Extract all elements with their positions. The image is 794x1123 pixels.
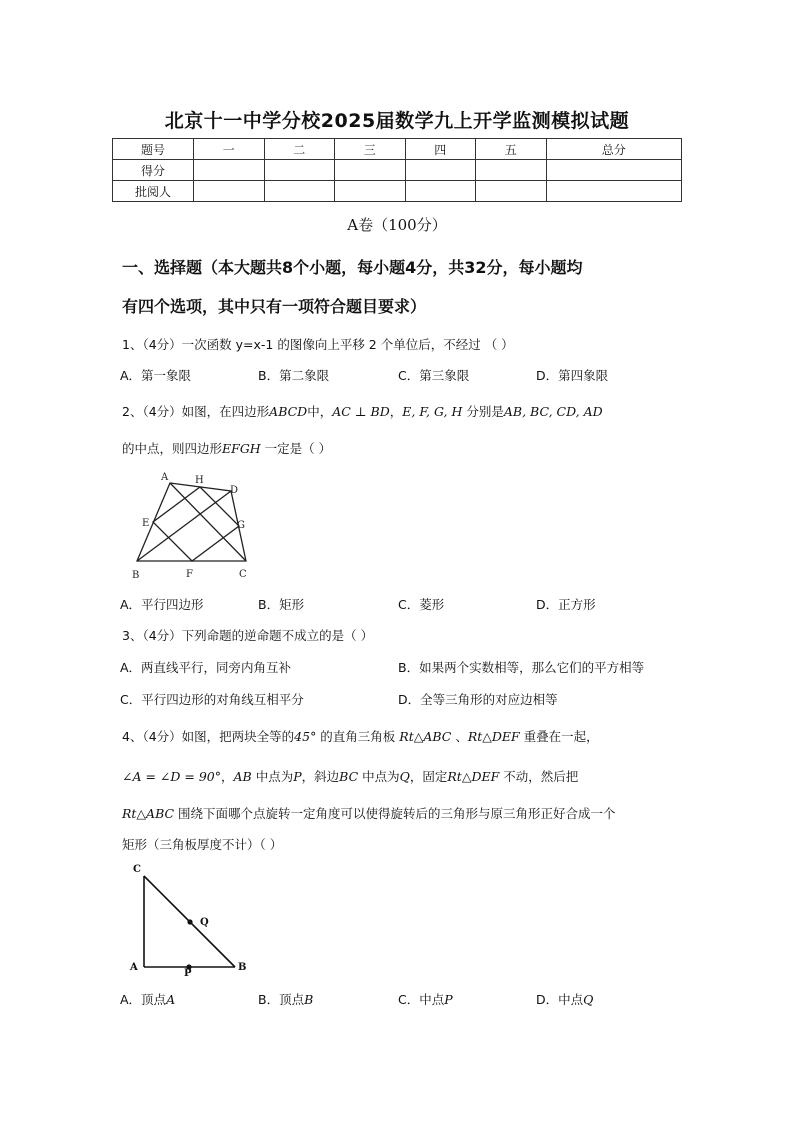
q4-option-label: B．顶点: [258, 992, 305, 1007]
q4-text: 、: [451, 729, 468, 744]
q4-text: 4、（4分）如图，把两块全等的: [122, 729, 295, 744]
q2-option-a: A．平行四边形: [120, 597, 204, 612]
q2-quadrilateral-figure: [128, 470, 258, 584]
table-cell: [405, 181, 476, 202]
table-cell: [476, 160, 547, 181]
q2-option-c: C．菱形: [398, 597, 445, 612]
q4-option-var: Q: [583, 992, 594, 1007]
question-4-stem-line1: [122, 727, 599, 745]
question-4-stem-line3: [122, 804, 616, 822]
question-4-stem-line2: [122, 767, 578, 785]
q4-option-label: A．顶点: [120, 992, 167, 1007]
q4-text: 中点为: [251, 769, 294, 784]
question-1-stem: 1、（4分）一次函数 y=x-1 的图像向上平移 2 个单位后，不经过 （ ）: [122, 337, 514, 352]
table-row-label: 得分: [113, 160, 194, 181]
q1-option-a: A．第一象限: [120, 368, 192, 383]
section-title: A卷（100分）: [347, 216, 447, 234]
q2-text: 一定是（ ）: [260, 441, 332, 456]
table-header-cell: 二: [264, 139, 335, 160]
q3-option-c: C．平行四边形的对角线互相平分: [120, 692, 304, 707]
table-cell: [546, 160, 682, 181]
q4-rt-abc: Rt△ABC: [399, 729, 452, 744]
q4-option-var: B: [304, 992, 314, 1007]
table-cell: [264, 160, 335, 181]
q4-option-label: D．中点: [536, 992, 584, 1007]
q2-text: ，: [389, 404, 403, 419]
q4-option-label: C．中点: [398, 992, 445, 1007]
q4-text: ，: [221, 769, 234, 784]
q4-option-c: [398, 990, 453, 1008]
label-d: D: [230, 485, 239, 496]
table-header-cell: 总分: [546, 139, 682, 160]
q2-text: 2、（4分）如图，在四边形: [122, 404, 270, 419]
table-cell: [405, 160, 476, 181]
q2-text: 分别是: [462, 404, 504, 419]
question-2-stem-line2: [122, 439, 331, 457]
question-3-stem: 3、（4分）下列命题的逆命题不成立的是（ ）: [122, 628, 374, 643]
question-4-stem-line4: 矩形（三角板厚度不计）（ ）: [122, 837, 283, 852]
part-heading-line2: 有四个选项，其中只有一项符合题目要求）: [122, 297, 427, 316]
diagonal-bd: [137, 491, 231, 561]
q2-perp: AC ⊥ BD: [332, 404, 390, 419]
q1-option-c: C．第三象限: [398, 368, 470, 383]
q4-angle45: 45°: [294, 729, 317, 744]
table-cell: [476, 181, 547, 202]
label-g: G: [237, 520, 245, 531]
quad-efgh: [153, 487, 239, 561]
table-row: [113, 160, 682, 181]
table-cell: [194, 160, 265, 181]
table-row: [113, 139, 682, 160]
q2-option-b: B．矩形: [258, 597, 305, 612]
label-a: A: [161, 472, 169, 483]
q3-option-d: D．全等三角形的对应边相等: [398, 692, 558, 707]
q4-text: 围绕下面哪个点旋转一定角度可以使得旋转后的三角形与原三角形正好合成一个: [174, 806, 616, 821]
table-cell: [335, 181, 406, 202]
table-header-cell: 五: [476, 139, 547, 160]
q2-text: 的中点，则四边形: [122, 441, 223, 456]
label-e: E: [142, 518, 150, 529]
q4-option-a: [120, 990, 175, 1008]
label-f: F: [186, 569, 193, 580]
table-cell: [546, 181, 682, 202]
table-header-cell: 四: [405, 139, 476, 160]
q4-option-b: [258, 990, 313, 1008]
label-c: C: [239, 569, 247, 580]
q2-points: E, F, G, H: [402, 404, 463, 419]
q4-rt-def: Rt△DEF: [467, 729, 520, 744]
part-heading-line1: 一、选择题（本大题共8个小题，每小题4分，共32分，每小题均: [122, 258, 583, 277]
q3-option-a: A．两直线平行，同旁内角互补: [120, 660, 292, 675]
table-header-cell: 题号: [113, 139, 194, 160]
q4-text: 中点为: [358, 769, 400, 784]
q4-text: ，固定: [409, 769, 448, 784]
table-row: [113, 181, 682, 202]
q4-text: 的直角三角板: [316, 729, 400, 744]
q4-text: ，斜边: [301, 769, 340, 784]
label-c: C: [133, 864, 141, 875]
table-cell: [335, 160, 406, 181]
label-p: P: [184, 968, 192, 976]
q4-option-var: A: [166, 992, 176, 1007]
question-2-stem-line1: [122, 402, 603, 420]
label-a: A: [130, 962, 138, 973]
q4-ab: AB: [233, 769, 252, 784]
q4-bc: BC: [339, 769, 359, 784]
q4-angle-eq: ∠A = ∠D = 90°: [122, 769, 221, 784]
table-cell: [264, 181, 335, 202]
label-h: H: [195, 475, 204, 486]
label-q: Q: [200, 917, 209, 928]
q4-triangle-figure: [126, 860, 256, 976]
q2-efgh: EFGH: [222, 441, 261, 456]
table-header-cell: 三: [335, 139, 406, 160]
label-b: B: [132, 570, 140, 581]
q4-text: 不动，然后把: [499, 769, 579, 784]
table-header-cell: 一: [194, 139, 265, 160]
q4-rt-def2: Rt△DEF: [447, 769, 500, 784]
page-title: 北京十一中学分校2025届数学九上开学监测模拟试题: [164, 110, 630, 132]
q4-q: Q: [399, 769, 410, 784]
q2-option-d: D．正方形: [536, 597, 596, 612]
q1-option-b: B．第二象限: [258, 368, 330, 383]
q1-option-d: D．第四象限: [536, 368, 609, 383]
q4-text: 重叠在一起，: [519, 729, 599, 744]
table-cell: [194, 181, 265, 202]
q2-quad: ABCD: [269, 404, 308, 419]
q2-text: 中，: [307, 404, 333, 419]
q4-p: P: [293, 769, 302, 784]
score-table: [112, 138, 682, 202]
q3-option-b: B．如果两个实数相等，那么它们的平方相等: [398, 660, 645, 675]
q4-option-var: P: [444, 992, 453, 1007]
table-row-label: 批阅人: [113, 181, 194, 202]
q2-sides: AB, BC, CD, AD: [503, 404, 603, 419]
q4-rt-abc2: Rt△ABC: [122, 806, 175, 821]
q4-option-d: [536, 990, 593, 1008]
point-q: [187, 919, 192, 924]
label-b: B: [238, 962, 247, 973]
